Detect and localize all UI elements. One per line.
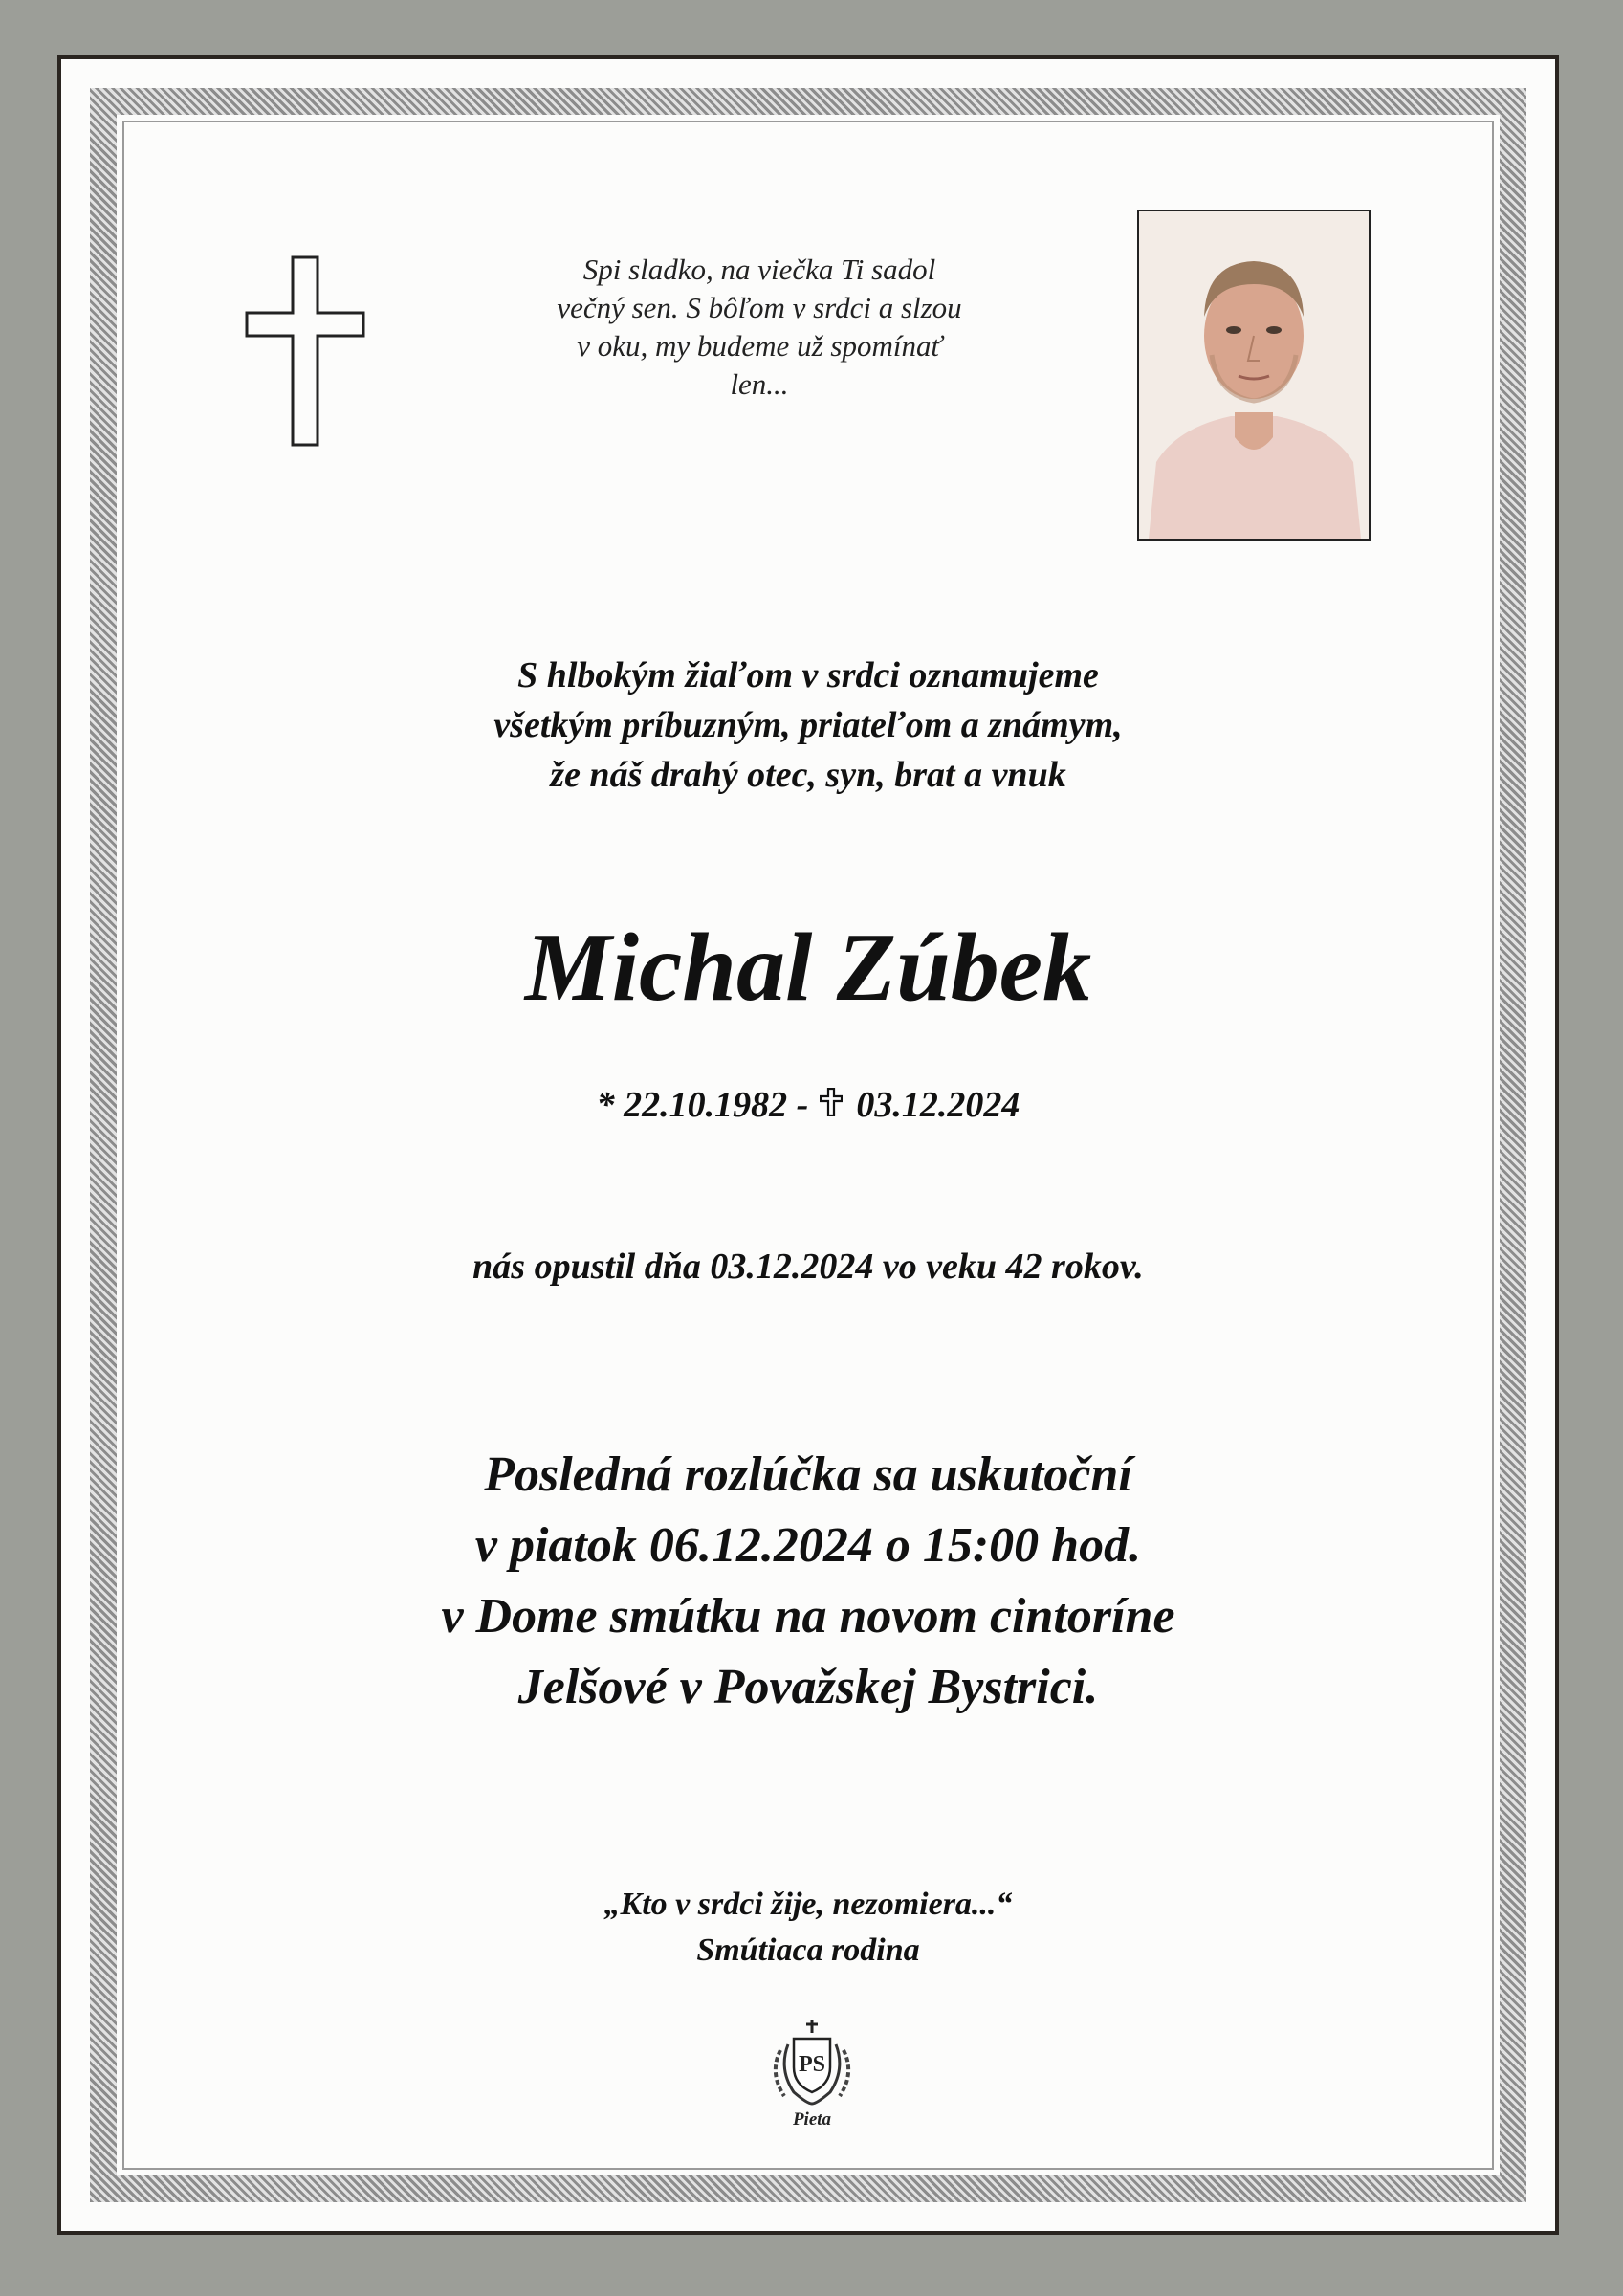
closing-block <box>61 1882 1555 1974</box>
poem-line: večný sen. S bôľom v srdci a slzou <box>557 291 962 324</box>
funeral-line: v piatok 06.12.2024 o 15:00 hod. <box>474 1518 1142 1573</box>
funeral-line: Jelšové v Považskej Bystrici. <box>517 1660 1099 1714</box>
dagger-icon <box>820 1081 843 1129</box>
life-dates <box>61 1081 1555 1129</box>
birth-date: * 22.10.1982 - <box>596 1085 809 1125</box>
funeral-details <box>61 1440 1555 1723</box>
death-date: 03.12.2024 <box>856 1085 1020 1125</box>
announcement-line: S hlbokým žiaľom v srdci oznamujeme <box>517 655 1099 695</box>
poem-line: Spi sladko, na viečka Ti sadol <box>582 253 936 286</box>
laurel-wreath-logo <box>752 2016 872 2130</box>
obituary-sheet <box>57 55 1559 2235</box>
announcement-text <box>61 651 1555 800</box>
logo-name: Pieta <box>792 2109 832 2130</box>
deceased-name: Michal Zúbek <box>524 914 1092 1022</box>
passing-text: nás opustil dňa 03.12.2024 vo veku 42 rokov. <box>472 1247 1144 1287</box>
announcement-line: všetkým príbuzným, priateľom a známym, <box>493 705 1123 745</box>
memorial-poem <box>511 251 1008 404</box>
closing-quote: „Kto v srdci žije, nezomiera...“ <box>603 1887 1013 1922</box>
announcement-line: že náš drahý otec, syn, brat a vnuk <box>550 755 1066 795</box>
portrait-photo <box>1137 210 1371 541</box>
funeral-line: v Dome smútku na novom cintoríne <box>441 1589 1175 1644</box>
poem-line: v oku, my budeme už spomínať <box>577 329 942 363</box>
logo-monogram: PS <box>798 2052 826 2077</box>
portrait-illustration <box>1139 211 1369 539</box>
signature: Smútiaca rodina <box>696 1932 920 1968</box>
cross-icon <box>243 255 367 447</box>
funeral-line: Posledná rozlúčka sa uskutoční <box>484 1447 1132 1502</box>
poem-line: len... <box>730 367 789 401</box>
